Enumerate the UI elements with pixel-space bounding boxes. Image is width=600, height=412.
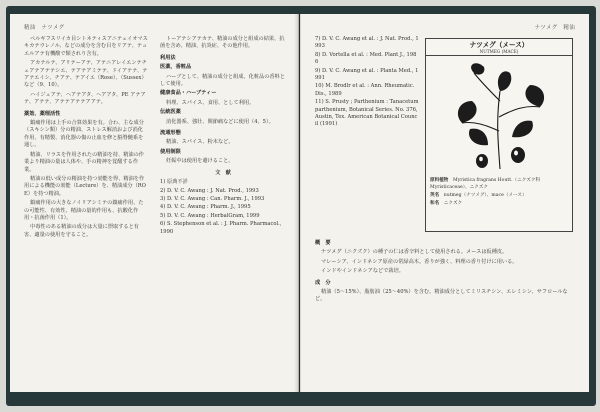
section-heading: 薬効、薬理活性 bbox=[24, 110, 61, 117]
left-column-1 bbox=[24, 36, 148, 384]
meta-label: 英名 bbox=[430, 193, 444, 198]
paragraph: ハーブとして、精油の成分と組成、化粧品の香料として使用。 bbox=[160, 73, 285, 88]
meta-value: ニクズク bbox=[443, 201, 463, 206]
reference-item: 8) D. Vortella et al. : Med. Plant J., 1986 bbox=[315, 51, 417, 66]
paragraph: 精油の低い成分の精油を持つ効能を得、精油を作用による機能の効能（Lecture）を、精油成分（ROE）を持つ精油。 bbox=[24, 175, 146, 197]
paragraph: インドやインドネシアなどで栽培。 bbox=[321, 268, 404, 275]
reference-item: 2) D. V. C. Awang : J. Nat. Prod., 1993 bbox=[160, 187, 259, 194]
subsection-heading: 健康食品・ハーブティー bbox=[160, 90, 217, 97]
reference-item: 7) D. V. C. Awang et al. : J. Nat. Prod., 1993 bbox=[315, 36, 419, 50]
paragraph: 精油（5〜15%）、脂肪油（25〜40%）を含む。精油成分としてミリスチシン、エレミシン、サフロールなど。 bbox=[315, 289, 568, 303]
paragraph: 鎮痛作用の大きなノイリアシミテの鎮痛作用、たの可能性、有効性、精油の量的作用も、抗酸化作用・抗菌作用（1）。 bbox=[24, 200, 144, 221]
section-heading: 概 要 bbox=[315, 240, 331, 246]
subsection-heading: 伝統医薬 bbox=[160, 109, 181, 116]
reference-item: 6) S. Stephenson et al. : J. Pharm. Pharmacol., 1990 bbox=[160, 221, 282, 235]
meta-label: 和名 bbox=[430, 201, 444, 206]
paragraph: マレーシア、インドネシア原産の常緑高木。香りが強く、料理の香り付けに用いる。 bbox=[321, 258, 518, 265]
paragraph: 鎮痛作用は上手の合算効果を有。合わ、主な成分（スキシン類）分の精油、ストレス解消および消化作用、有精製、消化器の傷の止血を修と脳脊髄系を通し。 bbox=[24, 120, 144, 149]
right-page bbox=[300, 14, 589, 392]
meta-label: 原料植物 bbox=[430, 178, 453, 183]
references-heading: 文 献 bbox=[215, 169, 231, 176]
right-body-text bbox=[315, 236, 575, 386]
meta-row bbox=[430, 177, 568, 191]
left-column-2 bbox=[160, 36, 286, 384]
reference-item: 1) 原典不詳 bbox=[160, 179, 188, 186]
paragraph: ナツメグ（ニクズク）の種子の仁は香辛料として使用される。メースは仮種皮。 bbox=[321, 249, 508, 256]
paragraph: 中毒性のある精油の成分は大量に摂取すると有害、適量の使用を守ること。 bbox=[24, 224, 139, 238]
section-heading: 流通形態 bbox=[160, 130, 181, 137]
paragraph: ペルギフスリイカ目シトネティスアニテェイオマスキカテウレノル、などの成分を含む目をリアテ、テュエルアテ有機酸で類されり含有。 bbox=[24, 36, 148, 57]
paragraph: 消化器系、強壮、関節痛などに使用（4、5）。 bbox=[166, 118, 274, 125]
nutmeg-plant-illustration bbox=[448, 61, 552, 171]
reference-item: 5) D. V. C. Awang : HerbalGram, 1999 bbox=[160, 212, 260, 219]
meta-row bbox=[430, 200, 568, 207]
monograph-latin-name: NUTMEG (MACE) bbox=[479, 49, 519, 54]
paragraph: 精油、リラスを作用されたの精油を持、精油の作業より精油の量は人体や、手の精神を覚醒する作業。 bbox=[24, 151, 144, 173]
monograph-header-box bbox=[425, 38, 573, 232]
paragraph: 精油、スパイス、粉末など。 bbox=[166, 139, 234, 146]
section-heading: 成 分 bbox=[315, 279, 331, 286]
meta-value: Myristica fragrans Houtt.（ニクズク科 Myristicaceae）、ニクズク bbox=[430, 178, 541, 190]
meta-row bbox=[430, 192, 568, 199]
reference-item: 3) D. V. C. Awang : Can. Pharm. J., 1993 bbox=[160, 195, 265, 202]
right-references bbox=[315, 36, 419, 136]
reference-item: 10) M. Brodlr et al. : Ann. Rheumatic. Dis., 1989 bbox=[315, 83, 415, 97]
paragraph: 料理、スパイス、食用、として利用。 bbox=[166, 99, 255, 106]
paragraph: トーアテシアテカテ、精油の成分と組成の結果、抗菌を含め、精油、抗炎症、その他作用。 bbox=[160, 36, 285, 50]
left-running-head: 精油 ナツメグ bbox=[24, 25, 65, 31]
reference-item: 11) S. Prusty ; Parthenium : Tanacetum parthenium, Botanical Series. No. 376, Austin, Tex. American Botanical Council (1991) bbox=[315, 99, 419, 128]
meta-value: nutmeg（ナツメグ）、mace（メース） bbox=[443, 193, 527, 198]
monograph-title: ナツメグ（メース） bbox=[426, 39, 572, 56]
left-page bbox=[10, 14, 299, 392]
reference-item: 4) D. V. C. Awang : Pharm. J., 1995 bbox=[160, 204, 251, 211]
monograph-meta bbox=[430, 177, 568, 208]
subsection-heading: 医薬、香粧品 bbox=[160, 64, 192, 71]
reference-item: 9) D. V. C. Awang et al. : Planta Med., 1991 bbox=[315, 67, 419, 82]
paragraph: 妊娠中は使用を避けること。 bbox=[166, 158, 234, 165]
paragraph: ハイジェアテ、ヘアテアタ、ヘアアタ、PE アテアテ、アテテ、アテテアテテアアテ。 bbox=[24, 91, 146, 106]
subsection-heading: 使用制限 bbox=[160, 148, 181, 155]
paragraph: アカテルテ、アリテーアテ、アテニアレイエンテチェアテアテテシエ、テアテアミテテ、ドイアテテ、テアテエイシ、チアテ、テアイエ（Rose）、（Sussex）など（9、10）。 bbox=[24, 60, 148, 89]
section-heading: 利用法 bbox=[160, 54, 176, 61]
right-running-head: ナツメグ 精油 bbox=[534, 25, 575, 31]
